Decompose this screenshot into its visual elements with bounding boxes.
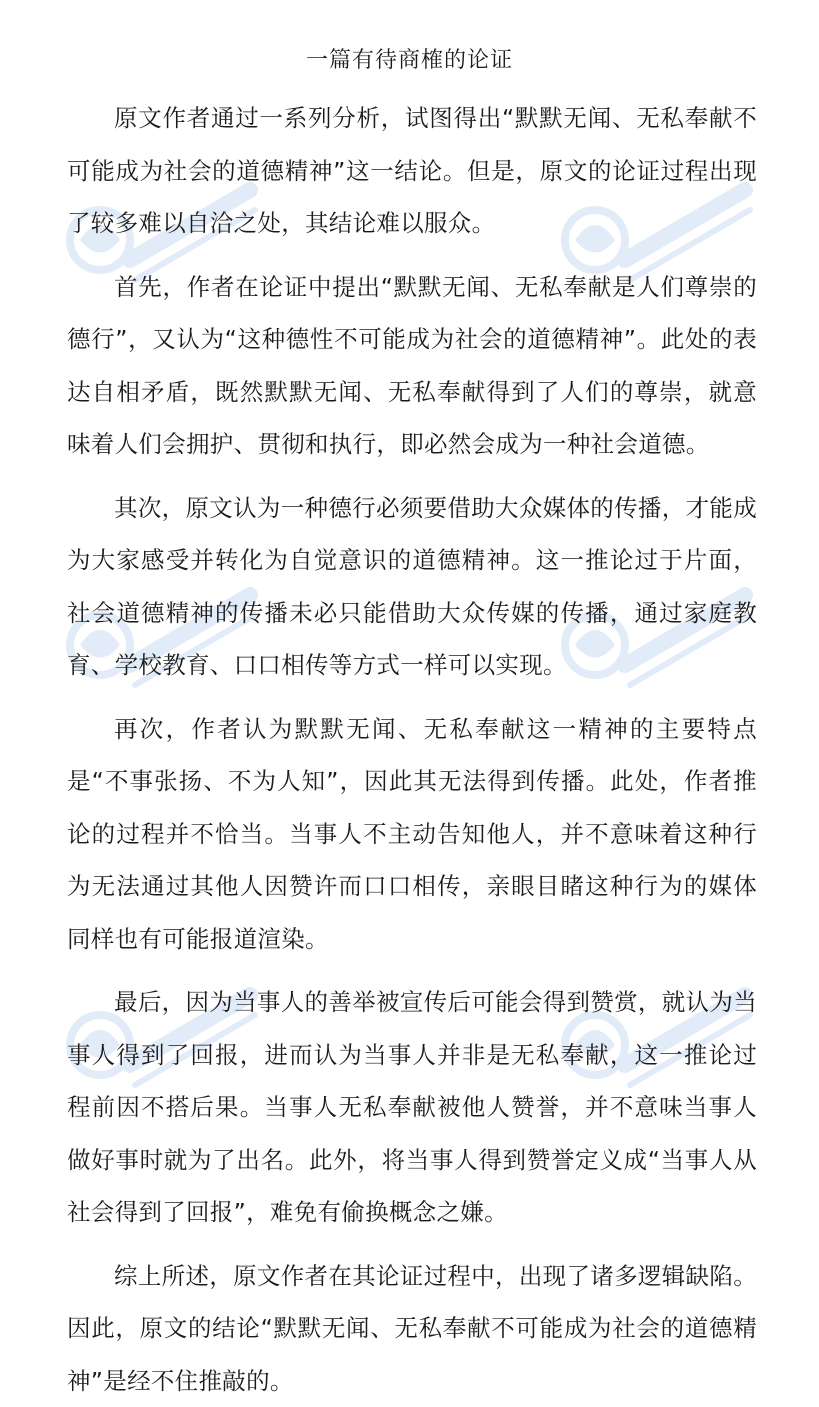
paragraph-fourth: 最后，因为当事人的善举被宣传后可能会得到赞赏，就认为当事人得到了回报，进而认为当事人并非是无私奉献，这一推论过程前因不搭后果。当事人无私奉献被他人赞誉，并不意味当事人做好事时就为了出名。此外，将当事人得到赞誉定义成“当事人从社会得到了回报”，难免有偷换概念之嫌。 [67, 976, 757, 1239]
paragraph-first: 首先，作者在论证中提出“默默无闻、无私奉献是人们尊崇的德行”，又认为“这种德性不可能成为社会的道德精神”。此处的表达自相矛盾，既然默默无闻、无私奉献得到了人们的尊崇，就意味着人们会拥护、贯彻和执行，即必然会成为一种社会道德。 [67, 261, 757, 471]
paragraph-second: 其次，原文认为一种德行必须要借助大众媒体的传播，才能成为大家感受并转化为自觉意识的道德精神。这一推论过于片面，社会道德精神的传播未必只能借助大众传媒的传播，通过家庭教育、学校教育、口口相传等方式一样可以实现。 [67, 482, 757, 692]
document-title: 一篇有待商榷的论证 [0, 45, 819, 77]
paragraph-conclusion: 综上所述，原文作者在其论证过程中，出现了诸多逻辑缺陷。因此，原文的结论“默默无闻、无私奉献不可能成为社会的道德精神”是经不住推敲的。 [67, 1250, 757, 1407]
document-body [67, 92, 757, 1407]
paragraph-third: 再次，作者认为默默无闻、无私奉献这一精神的主要特点是“不事张扬、不为人知”，因此其无法得到传播。此处，作者推论的过程并不恰当。当事人不主动告知他人，并不意味着这种行为无法通过其他人因赞许而口口相传，亲眼目睹这种行为的媒体同样也有可能报道渲染。 [67, 703, 757, 966]
paragraph-intro: 原文作者通过一系列分析，试图得出“默默无闻、无私奉献不可能成为社会的道德精神”这一结论。但是，原文的论证过程出现了较多难以自洽之处，其结论难以服众。 [67, 92, 757, 250]
